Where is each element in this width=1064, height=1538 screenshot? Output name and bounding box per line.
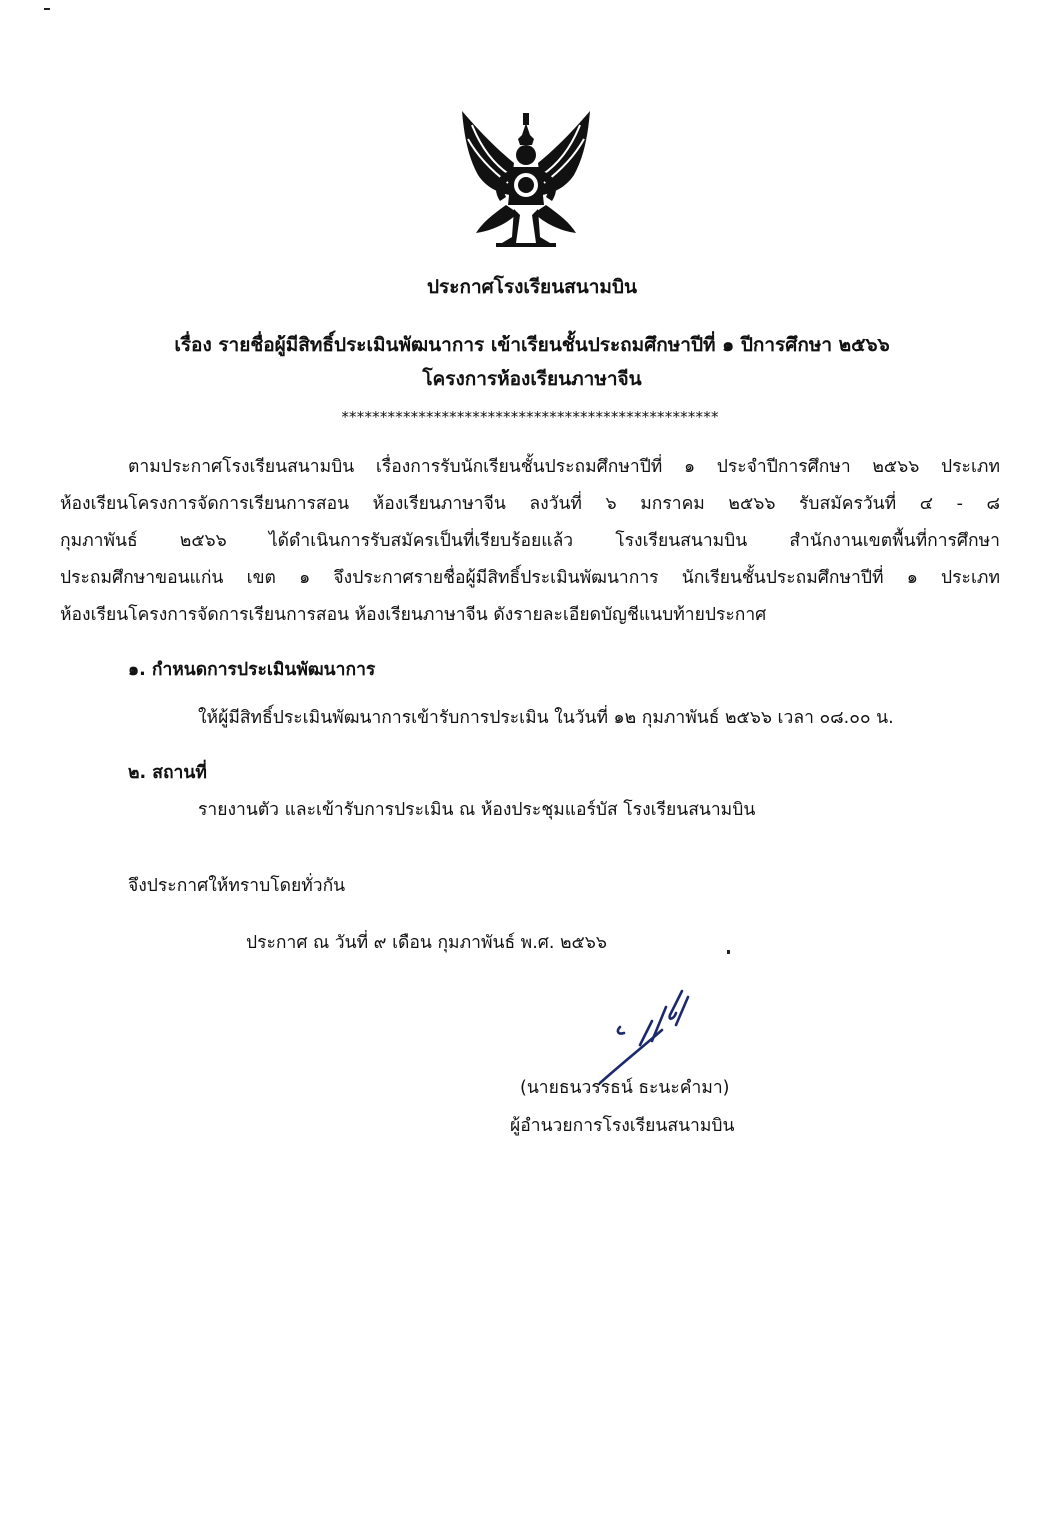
section-text-schedule: ให้ผู้มีสิทธิ์ประเมินพัฒนาการเข้ารับการประเมิน ในวันที่ ๑๒ กุมภาพันธ์ ๒๕๖๖ เวลา ๐๘.๐๐ น. [198, 708, 894, 728]
section-heading-schedule: ๑. กำหนดการประเมินพัฒนาการ [128, 660, 376, 680]
signatory-name: (นายธนวรรธน์ ธะนะคำมา) [520, 1078, 730, 1098]
separator-line: ************************************************* [341, 408, 719, 426]
section-text-location: รายงานตัว และเข้ารับการประเมิน ณ ห้องประชุมแอร์บัส โรงเรียนสนามบิน [198, 800, 756, 820]
body-line-4: ประถมศึกษาขอนแก่น เขต ๑ จึงประกาศรายชื่อผู้มีสิทธิ์ประเมินพัฒนาการ นักเรียนชั้นประถมศึกษาปีที่ ๑ ประเภท [60, 568, 1000, 588]
body-line-5: ห้องเรียนโครงการจัดการเรียนการสอน ห้องเรียนภาษาจีน ดังรายละเอียดบัญชีแนบท้ายประกาศ [60, 605, 767, 625]
announcement-title: ประกาศโรงเรียนสนามบิน [426, 276, 638, 298]
body-line-3: กุมภาพันธ์ ๒๕๖๖ ได้ดำเนินการรับสมัครเป็นที่เรียบร้อยแล้ว โรงเรียนสนามบิน สำนักงานเขตพื้นที่การศึกษา [60, 531, 1000, 551]
ink-speck [727, 950, 730, 954]
announcement-subject: เรื่อง รายชื่อผู้มีสิทธิ์ประเมินพัฒนาการ เข้าเรียนชั้นประถมศึกษาปีที่ ๑ ปีการศึกษา ๒๕๖๖ [174, 334, 890, 356]
garuda-emblem-icon [452, 105, 600, 255]
closing-statement: จึงประกาศให้ทราบโดยทั่วกัน [128, 876, 346, 896]
section-heading-location: ๒. สถานที่ [128, 763, 207, 783]
signatory-position: ผู้อำนวยการโรงเรียนสนามบิน [510, 1116, 735, 1136]
announcement-project: โครงการห้องเรียนภาษาจีน [422, 368, 642, 390]
announcement-date: ประกาศ ณ วันที่ ๙ เดือน กุมภาพันธ์ พ.ศ. ๒๕๖๖ [246, 933, 608, 953]
body-line-2: ห้องเรียนโครงการจัดการเรียนการสอน ห้องเรียนภาษาจีน ลงวันที่ ๖ มกราคม ๒๕๖๖ รับสมัครวันที่ ๔ - ๘ [60, 494, 1000, 514]
body-line-1: ตามประกาศโรงเรียนสนามบิน เรื่องการรับนักเรียนชั้นประถมศึกษาปีที่ ๑ ประจำปีการศึกษา ๒๕๖๖ ประเภท [128, 457, 1000, 477]
signature-mark [590, 985, 700, 1085]
scan-speck [44, 8, 50, 10]
